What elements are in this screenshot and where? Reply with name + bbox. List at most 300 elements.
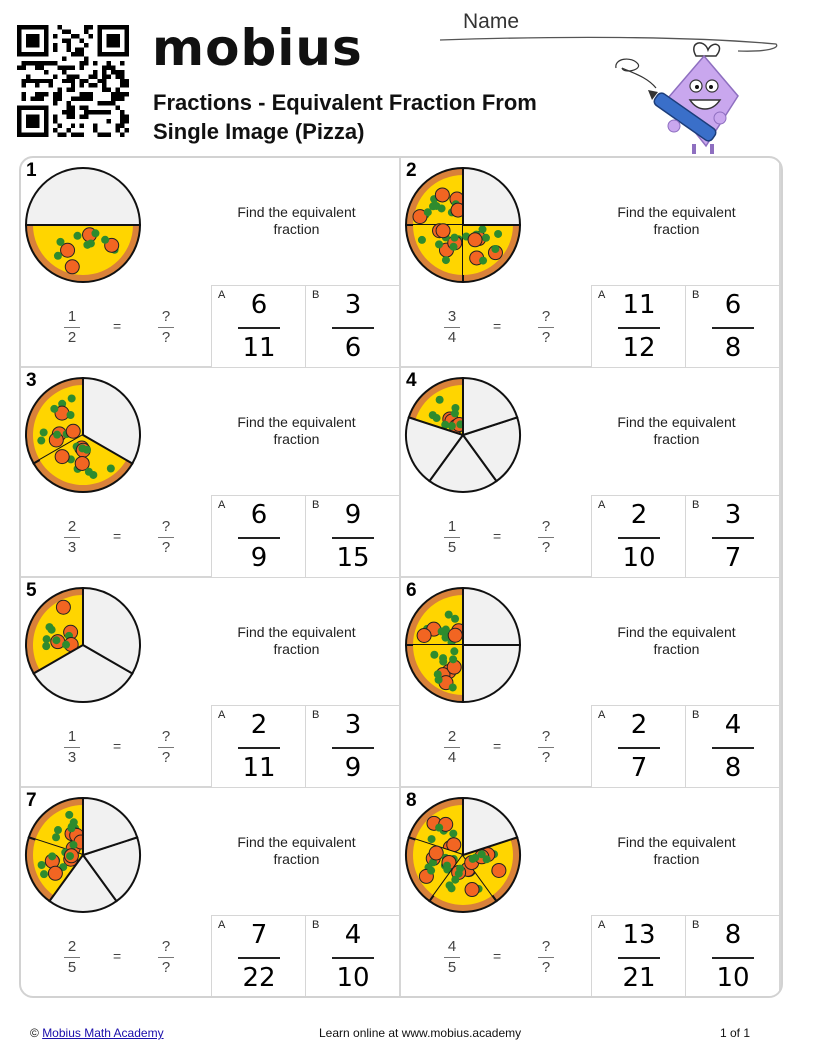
option-fraction	[238, 289, 280, 364]
given-fraction	[444, 728, 460, 767]
fraction-bar	[158, 327, 174, 328]
answer-option-a[interactable]	[591, 705, 685, 787]
olive	[449, 243, 457, 251]
given-numerator: 1	[447, 518, 457, 535]
unknown-numerator: ?	[541, 518, 551, 535]
problem-number: 7	[26, 790, 37, 811]
option-numerator: 6	[250, 500, 268, 530]
given-numerator: 4	[447, 938, 457, 955]
problem-number: 1	[26, 160, 37, 181]
pizza-image	[22, 794, 144, 916]
answer-option-b[interactable]	[305, 705, 399, 787]
option-letter: A	[218, 919, 226, 931]
olive	[37, 437, 45, 445]
option-fraction	[618, 499, 660, 574]
option-numerator: 3	[724, 500, 742, 530]
option-numerator: 4	[344, 920, 362, 950]
problem-card	[21, 578, 399, 786]
answer-option-a[interactable]	[591, 495, 685, 577]
given-fraction	[64, 938, 80, 977]
option-numerator: 4	[724, 710, 742, 740]
option-fraction	[238, 709, 280, 784]
answer-option-a[interactable]	[211, 705, 305, 787]
question-equation	[61, 308, 181, 348]
answer-option-b[interactable]	[685, 495, 779, 577]
unknown-denominator: ?	[161, 749, 171, 766]
olive	[66, 852, 74, 860]
given-numerator: 3	[447, 308, 457, 325]
olive	[54, 252, 62, 260]
equals-sign: =	[493, 948, 502, 964]
olive	[53, 431, 61, 439]
pepperoni	[61, 243, 75, 257]
pizza-image	[22, 584, 144, 706]
answer-option-b[interactable]	[685, 915, 779, 997]
unknown-numerator: ?	[161, 308, 171, 325]
option-numerator: 13	[622, 920, 656, 950]
fraction-bar	[64, 537, 80, 538]
olive	[62, 641, 70, 649]
problem-number: 6	[406, 580, 417, 601]
olive	[38, 861, 46, 869]
option-denominator: 8	[724, 753, 742, 783]
olive	[479, 225, 487, 233]
pepperoni	[448, 628, 462, 642]
problem-card	[401, 158, 779, 366]
copyright-symbol: ©	[30, 1026, 39, 1040]
given-denominator: 5	[447, 959, 457, 976]
problem-prompt: Find the equivalent fraction	[237, 834, 356, 867]
option-denominator: 11	[242, 753, 276, 783]
unknown-fraction	[158, 728, 174, 767]
fraction-bar	[332, 537, 374, 539]
option-denominator: 6	[344, 333, 362, 363]
worksheet-title-line-1: Fractions - Equivalent Fraction From	[153, 90, 537, 115]
given-denominator: 4	[447, 749, 457, 766]
unknown-numerator: ?	[161, 938, 171, 955]
pepperoni	[465, 883, 479, 897]
option-letter: A	[218, 709, 226, 721]
olive	[68, 394, 76, 402]
olive	[449, 683, 457, 691]
pepperoni	[55, 450, 69, 464]
worksheet-title	[153, 88, 537, 146]
fraction-bar	[618, 327, 660, 329]
problem-prompt: Find the equivalent fraction	[237, 414, 356, 447]
option-denominator: 15	[336, 543, 370, 573]
olive	[434, 670, 442, 678]
option-denominator: 11	[242, 333, 276, 363]
option-fraction	[332, 919, 374, 994]
unknown-fraction	[158, 308, 174, 347]
option-numerator: 6	[724, 290, 742, 320]
fraction-bar	[444, 957, 460, 958]
equals-sign: =	[113, 528, 122, 544]
olive	[449, 830, 457, 838]
option-letter: A	[598, 709, 606, 721]
option-numerator: 2	[630, 500, 648, 530]
pizza-image	[22, 164, 144, 286]
option-letter: A	[218, 499, 226, 511]
given-numerator: 1	[67, 308, 77, 325]
problem-card	[21, 788, 399, 996]
olive	[448, 422, 456, 430]
olive	[442, 626, 450, 634]
option-letter: B	[312, 289, 320, 301]
unknown-denominator: ?	[161, 539, 171, 556]
given-numerator: 2	[447, 728, 457, 745]
olive	[482, 234, 490, 242]
option-denominator: 7	[724, 543, 742, 573]
option-numerator: 11	[622, 290, 656, 320]
olive	[89, 471, 97, 479]
answer-option-b[interactable]	[685, 705, 779, 787]
unknown-denominator: ?	[161, 329, 171, 346]
olive	[451, 409, 459, 417]
option-letter: B	[692, 709, 700, 721]
footer-page-number: 1 of 1	[720, 1026, 751, 1040]
option-fraction	[332, 709, 374, 784]
option-letter: A	[598, 919, 606, 931]
pepperoni	[468, 233, 482, 247]
pepperoni	[48, 866, 62, 880]
problem-prompt: Find the equivalent fraction	[237, 624, 356, 657]
unknown-denominator: ?	[541, 329, 551, 346]
question-equation	[61, 728, 181, 768]
option-denominator: 10	[336, 963, 370, 993]
mobius-logo: mobius	[152, 19, 363, 77]
fraction-bar	[64, 747, 80, 748]
olive	[50, 405, 58, 413]
problem-number: 3	[26, 370, 37, 391]
unknown-numerator: ?	[541, 728, 551, 745]
olive	[449, 655, 457, 663]
option-numerator: 2	[250, 710, 268, 740]
option-denominator: 21	[622, 963, 656, 993]
fraction-bar	[618, 537, 660, 539]
problem-card	[401, 788, 779, 996]
given-denominator: 5	[67, 959, 77, 976]
option-letter: A	[598, 289, 606, 301]
footer-copyright	[30, 1026, 164, 1040]
mobius-academy-link[interactable]: Mobius Math Academy	[42, 1026, 164, 1040]
answer-option-a[interactable]	[211, 915, 305, 997]
unknown-fraction	[538, 938, 554, 977]
given-numerator: 2	[67, 518, 77, 535]
option-fraction	[712, 919, 754, 994]
olive	[67, 824, 75, 832]
olive	[439, 658, 447, 666]
option-numerator: 7	[250, 920, 268, 950]
unknown-numerator: ?	[541, 308, 551, 325]
fraction-bar	[158, 537, 174, 538]
mascot-character	[612, 38, 742, 156]
unknown-denominator: ?	[161, 959, 171, 976]
fraction-bar	[538, 327, 554, 328]
fraction-bar	[158, 747, 174, 748]
unknown-fraction	[538, 518, 554, 557]
pizza-slice	[26, 168, 140, 225]
unknown-numerator: ?	[541, 938, 551, 955]
option-numerator: 3	[344, 290, 362, 320]
olive	[45, 623, 53, 631]
equals-sign: =	[113, 738, 122, 754]
option-numerator: 9	[344, 500, 362, 530]
option-denominator: 10	[622, 543, 656, 573]
answer-option-b[interactable]	[305, 495, 399, 577]
olive	[483, 855, 491, 863]
option-denominator: 10	[716, 963, 750, 993]
fraction-bar	[538, 957, 554, 958]
olive	[436, 396, 444, 404]
pizza-image	[402, 584, 524, 706]
pizza-slice	[463, 168, 520, 225]
unknown-fraction	[158, 938, 174, 977]
fraction-bar	[158, 957, 174, 958]
problem-prompt: Find the equivalent fraction	[617, 624, 736, 657]
problem-card	[401, 578, 779, 786]
olive	[432, 202, 440, 210]
problem-number: 8	[406, 790, 417, 811]
olive	[435, 240, 443, 248]
fraction-bar	[712, 957, 754, 959]
unknown-denominator: ?	[541, 959, 551, 976]
fraction-bar	[238, 957, 280, 959]
question-equation	[441, 728, 561, 768]
olive	[52, 833, 60, 841]
equals-sign: =	[113, 318, 122, 334]
given-fraction	[64, 308, 80, 347]
olive	[52, 636, 60, 644]
pepperoni	[492, 863, 506, 877]
unknown-numerator: ?	[161, 728, 171, 745]
olive	[448, 884, 456, 892]
unknown-numerator: ?	[161, 518, 171, 535]
answer-option-a[interactable]	[211, 495, 305, 577]
olive	[418, 236, 426, 244]
olive	[424, 208, 432, 216]
pizza-slice	[463, 645, 520, 702]
given-numerator: 1	[67, 728, 77, 745]
olive	[427, 867, 435, 875]
pepperoni	[436, 224, 450, 238]
problem-number: 2	[406, 160, 417, 181]
problem-card	[21, 368, 399, 576]
given-fraction	[64, 728, 80, 767]
olive	[428, 835, 436, 843]
olive	[65, 811, 73, 819]
fraction-bar	[618, 747, 660, 749]
given-denominator: 3	[67, 539, 77, 556]
option-fraction	[332, 499, 374, 574]
olive	[442, 256, 450, 264]
unknown-denominator: ?	[541, 539, 551, 556]
answer-option-a[interactable]	[591, 915, 685, 997]
option-denominator: 12	[622, 333, 656, 363]
pizza-cheese	[463, 225, 513, 275]
problem-card	[21, 158, 399, 366]
pepperoni	[56, 600, 70, 614]
question-equation	[441, 308, 561, 348]
pepperoni	[429, 846, 443, 860]
pizza-slice	[463, 588, 520, 645]
equals-sign: =	[493, 318, 502, 334]
option-fraction	[712, 499, 754, 574]
olive	[54, 826, 62, 834]
pepperoni	[435, 188, 449, 202]
olive	[450, 647, 458, 655]
problem-card	[401, 368, 779, 576]
option-letter: B	[692, 289, 700, 301]
fraction-bar	[444, 537, 460, 538]
question-equation	[61, 938, 181, 978]
option-fraction	[238, 919, 280, 994]
answer-option-b[interactable]	[685, 285, 779, 367]
given-fraction	[64, 518, 80, 557]
problem-grid	[19, 156, 783, 998]
option-numerator: 8	[724, 920, 742, 950]
fraction-bar	[238, 537, 280, 539]
olive	[73, 232, 81, 240]
fraction-bar	[332, 747, 374, 749]
olive	[67, 411, 75, 419]
option-fraction	[618, 289, 660, 364]
pepperoni	[65, 260, 79, 274]
option-numerator: 6	[250, 290, 268, 320]
answer-option-b[interactable]	[305, 285, 399, 367]
olive	[451, 876, 459, 884]
olive	[40, 428, 48, 436]
olive	[42, 642, 50, 650]
olive	[43, 635, 51, 643]
option-denominator: 9	[344, 753, 362, 783]
fraction-bar	[238, 747, 280, 749]
olive	[494, 230, 502, 238]
olive	[479, 257, 487, 265]
given-denominator: 5	[447, 539, 457, 556]
fraction-bar	[64, 957, 80, 958]
problem-prompt: Find the equivalent fraction	[617, 834, 736, 867]
option-fraction	[238, 499, 280, 574]
given-denominator: 3	[67, 749, 77, 766]
fraction-bar	[332, 957, 374, 959]
fraction-bar	[712, 327, 754, 329]
equals-sign: =	[493, 528, 502, 544]
option-letter: B	[312, 709, 320, 721]
problem-prompt: Find the equivalent fraction	[237, 204, 356, 237]
worksheet-title-line-2: Single Image (Pizza)	[153, 119, 365, 144]
option-denominator: 8	[724, 333, 742, 363]
fraction-bar	[712, 537, 754, 539]
option-letter: B	[312, 499, 320, 511]
option-fraction	[618, 709, 660, 784]
olive	[107, 465, 115, 473]
answer-option-b[interactable]	[305, 915, 399, 997]
olive	[87, 239, 95, 247]
option-denominator: 22	[242, 963, 276, 993]
problem-prompt: Find the equivalent fraction	[617, 414, 736, 447]
fraction-bar	[64, 327, 80, 328]
name-label: Name	[463, 10, 520, 33]
problem-number: 4	[406, 370, 417, 391]
olive	[78, 444, 86, 452]
olive	[56, 238, 64, 246]
fraction-bar	[332, 327, 374, 329]
option-letter: B	[312, 919, 320, 931]
olive	[456, 865, 464, 873]
olive	[91, 229, 99, 237]
option-letter: B	[692, 499, 700, 511]
unknown-fraction	[538, 308, 554, 347]
problem-number: 5	[26, 580, 37, 601]
olive	[433, 414, 441, 422]
olive	[69, 841, 77, 849]
given-fraction	[444, 308, 460, 347]
unknown-denominator: ?	[541, 749, 551, 766]
pizza-image	[402, 164, 524, 286]
given-numerator: 2	[67, 938, 77, 955]
pepperoni	[66, 424, 80, 438]
fraction-bar	[444, 327, 460, 328]
olive	[48, 852, 56, 860]
option-fraction	[618, 919, 660, 994]
olive	[101, 236, 109, 244]
option-denominator: 7	[630, 753, 648, 783]
olive	[451, 234, 459, 242]
answer-option-a[interactable]	[591, 285, 685, 367]
option-numerator: 2	[630, 710, 648, 740]
pizza-image	[402, 794, 524, 916]
olive	[40, 870, 48, 878]
pizza-image	[402, 374, 524, 496]
pizza-image	[22, 374, 144, 496]
olive	[435, 824, 443, 832]
given-denominator: 4	[447, 329, 457, 346]
given-denominator: 2	[67, 329, 77, 346]
option-numerator: 3	[344, 710, 362, 740]
fraction-bar	[538, 747, 554, 748]
problem-prompt: Find the equivalent fraction	[617, 204, 736, 237]
fraction-bar	[712, 747, 754, 749]
fraction-bar	[618, 957, 660, 959]
option-fraction	[712, 289, 754, 364]
fraction-bar	[238, 327, 280, 329]
option-letter: A	[598, 499, 606, 511]
fraction-bar	[538, 537, 554, 538]
option-letter: A	[218, 289, 226, 301]
given-fraction	[444, 938, 460, 977]
option-fraction	[712, 709, 754, 784]
equals-sign: =	[113, 948, 122, 964]
olive	[491, 245, 499, 253]
equals-sign: =	[493, 738, 502, 754]
question-equation	[61, 518, 181, 558]
option-fraction	[332, 289, 374, 364]
question-equation	[441, 938, 561, 978]
question-equation	[441, 518, 561, 558]
olive	[451, 615, 459, 623]
unknown-fraction	[538, 728, 554, 767]
answer-option-a[interactable]	[211, 285, 305, 367]
olive	[430, 651, 438, 659]
option-letter: B	[692, 919, 700, 931]
unknown-fraction	[158, 518, 174, 557]
given-fraction	[444, 518, 460, 557]
qr-code	[17, 25, 129, 137]
footer-learn-online: Learn online at www.mobius.academy	[319, 1026, 522, 1040]
fraction-bar	[444, 747, 460, 748]
option-denominator: 9	[250, 543, 268, 573]
